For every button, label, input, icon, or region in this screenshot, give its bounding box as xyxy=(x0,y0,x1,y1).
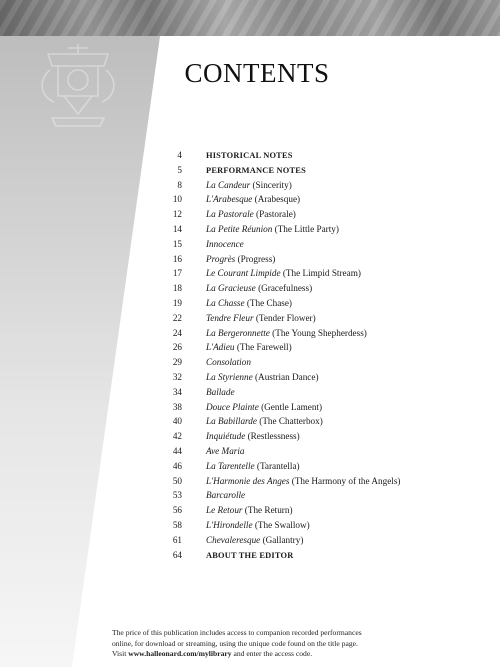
toc-entry-translation: (Gentle Lament) xyxy=(261,401,323,412)
toc-entry-translation: (Tarantella) xyxy=(256,460,300,471)
toc-entry-main: Innocence xyxy=(206,238,244,249)
toc-entry-main: La Pastorale xyxy=(206,209,254,220)
toc-row xyxy=(150,416,450,431)
toc-entry-main: Progrès xyxy=(206,253,236,264)
table-of-contents xyxy=(150,150,450,564)
toc-entry-translation: (Gallantry) xyxy=(262,534,304,545)
toc-entry-main: Le Courant Limpide xyxy=(206,268,281,279)
toc-entry-translation: (The Chatterbox) xyxy=(259,416,323,427)
toc-entry-title xyxy=(206,298,292,308)
library-link[interactable]: www.halleonard.com/mylibrary xyxy=(128,649,232,658)
toc-entry-main: Chevaleresque xyxy=(206,534,261,545)
toc-entry-main: Inquiétude xyxy=(206,431,246,442)
toc-page-number: 53 xyxy=(172,490,182,501)
toc-row xyxy=(150,150,450,165)
toc-entry-title xyxy=(206,520,310,530)
toc-page-number: 61 xyxy=(172,534,182,545)
toc-entry-main: La Tarentelle xyxy=(206,460,255,471)
toc-entry-main: La Chasse xyxy=(206,297,245,308)
toc-page-number: 40 xyxy=(172,416,182,427)
toc-entry-main: La Petite Réunion xyxy=(206,223,273,234)
toc-row xyxy=(150,180,450,195)
toc-page-number: 56 xyxy=(172,505,182,516)
toc-entry-title xyxy=(206,283,312,293)
footer-visit-text: Visit xyxy=(112,649,127,658)
footer-note xyxy=(112,628,442,660)
toc-entry-title xyxy=(206,194,300,204)
toc-page-number: 8 xyxy=(177,179,182,190)
toc-row xyxy=(150,165,450,180)
toc-page-number: 16 xyxy=(172,253,182,264)
toc-row xyxy=(150,209,450,224)
toc-entry-main: Le Retour xyxy=(206,505,243,516)
toc-entry-translation: (Sincerity) xyxy=(252,179,292,190)
footer-line-3 xyxy=(112,649,442,660)
toc-page-number: 50 xyxy=(172,475,182,486)
toc-page-number: 10 xyxy=(172,194,182,205)
footer-line-1: The price of this publication includes access to companion recorded performances xyxy=(112,628,362,637)
toc-page-number: 4 xyxy=(177,150,182,160)
toc-page-number: 22 xyxy=(172,312,182,323)
toc-entry-translation: (The Chase) xyxy=(246,297,292,308)
toc-entry-main: Barcarolle xyxy=(206,490,246,501)
toc-entry-title xyxy=(206,535,303,545)
toc-row xyxy=(150,372,450,387)
toc-entry-title xyxy=(206,357,251,367)
toc-row xyxy=(150,298,450,313)
toc-entry-title xyxy=(206,446,245,456)
toc-page-number: 14 xyxy=(172,223,182,234)
toc-row xyxy=(150,505,450,520)
toc-entry-main: L'Adieu xyxy=(206,342,235,353)
toc-entry-main: La Babillarde xyxy=(206,416,257,427)
toc-entry-title xyxy=(206,209,296,219)
toc-entry-translation: (The Little Party) xyxy=(274,223,339,234)
toc-row xyxy=(150,387,450,402)
toc-entry-translation: (The Limpid Stream) xyxy=(282,268,361,279)
toc-page-number: 18 xyxy=(172,283,182,294)
toc-entry-main: PERFORMANCE NOTES xyxy=(206,165,306,175)
toc-entry-main: ABOUT THE EDITOR xyxy=(206,550,294,560)
toc-entry-translation: (The Young Shepherdess) xyxy=(272,327,367,338)
toc-entry-title xyxy=(206,431,300,441)
toc-entry-title xyxy=(206,268,361,278)
toc-entry-title xyxy=(206,151,293,160)
toc-entry-title xyxy=(206,342,292,352)
toc-entry-title xyxy=(206,461,300,471)
footer-line-2: online, for download or streaming, using the unique code found on the title page. xyxy=(112,638,358,648)
toc-entry-translation: (Pastorale) xyxy=(256,209,296,220)
toc-entry-title xyxy=(206,180,292,190)
toc-page-number: 64 xyxy=(172,549,182,560)
toc-row xyxy=(150,550,450,565)
toc-page-number: 58 xyxy=(172,519,182,530)
toc-entry-title xyxy=(206,387,235,397)
top-decorative-band xyxy=(0,0,500,36)
toc-entry-translation: (The Return) xyxy=(244,505,293,516)
toc-page-number: 29 xyxy=(172,357,182,368)
toc-entry-main: Douce Plainte xyxy=(206,401,259,412)
toc-entry-title xyxy=(206,476,400,486)
toc-page-number: 26 xyxy=(172,342,182,353)
toc-page-number: 34 xyxy=(172,386,182,397)
toc-entry-main: Consolation xyxy=(206,357,251,368)
toc-row xyxy=(150,461,450,476)
toc-page-number: 12 xyxy=(172,209,182,220)
toc-row xyxy=(150,476,450,491)
toc-entry-translation: (Progress) xyxy=(237,253,276,264)
toc-entry-title xyxy=(206,416,323,426)
toc-entry-title xyxy=(206,372,319,382)
toc-entry-title xyxy=(206,328,367,338)
toc-entry-title xyxy=(206,239,244,249)
toc-row xyxy=(150,194,450,209)
toc-row xyxy=(150,520,450,535)
toc-entry-main: Ballade xyxy=(206,386,235,397)
toc-entry-title xyxy=(206,490,245,500)
toc-row xyxy=(150,535,450,550)
toc-page-number: 17 xyxy=(172,268,182,279)
toc-row xyxy=(150,431,450,446)
toc-entry-title xyxy=(206,166,306,175)
toc-entry-title xyxy=(206,402,322,412)
toc-entry-main: HISTORICAL NOTES xyxy=(206,151,293,160)
toc-entry-main: La Candeur xyxy=(206,179,251,190)
toc-row xyxy=(150,357,450,372)
toc-entry-title xyxy=(206,313,316,323)
toc-entry-main: Ave Maria xyxy=(206,445,245,456)
toc-page-number: 5 xyxy=(177,164,182,175)
toc-entry-title xyxy=(206,505,293,515)
toc-entry-translation: (The Harmony of the Angels) xyxy=(291,475,401,486)
footer-access-text: and enter the access code. xyxy=(233,649,313,658)
toc-entry-translation: (Restlessness) xyxy=(247,431,300,442)
toc-row xyxy=(150,283,450,298)
toc-page-number: 44 xyxy=(172,445,182,456)
toc-entry-main: La Bergeronnette xyxy=(206,327,270,338)
toc-entry-title xyxy=(206,551,293,560)
toc-entry-main: L'Arabesque xyxy=(206,194,253,205)
toc-row xyxy=(150,402,450,417)
toc-row xyxy=(150,490,450,505)
toc-page-number: 38 xyxy=(172,401,182,412)
toc-page-number: 15 xyxy=(172,238,182,249)
toc-entry-title xyxy=(206,254,275,264)
toc-entry-main: La Styrienne xyxy=(206,371,253,382)
toc-row xyxy=(150,313,450,328)
toc-entry-translation: (Gracefulness) xyxy=(258,283,313,294)
toc-page-number: 42 xyxy=(172,431,182,442)
toc-row xyxy=(150,328,450,343)
toc-row xyxy=(150,446,450,461)
toc-row xyxy=(150,239,450,254)
toc-entry-translation: (The Swallow) xyxy=(254,519,310,530)
toc-page-number: 24 xyxy=(172,327,182,338)
toc-entry-main: Tendre Fleur xyxy=(206,312,254,323)
toc-page-number: 32 xyxy=(172,371,182,382)
toc-entry-translation: (The Farewell) xyxy=(236,342,292,353)
toc-entry-translation: (Tender Flower) xyxy=(255,312,316,323)
toc-page-number: 46 xyxy=(172,460,182,471)
toc-row xyxy=(150,224,450,239)
toc-entry-translation: (Arabesque) xyxy=(254,194,301,205)
toc-entry-main: La Gracieuse xyxy=(206,283,256,294)
toc-row xyxy=(150,342,450,357)
toc-entry-main: L'Hirondelle xyxy=(206,519,253,530)
toc-row xyxy=(150,268,450,283)
toc-entry-title xyxy=(206,224,339,234)
toc-row xyxy=(150,254,450,269)
page-title: CONTENTS xyxy=(184,58,330,88)
toc-entry-translation: (Austrian Dance) xyxy=(255,371,319,382)
toc-entry-main: L'Harmonie des Anges xyxy=(206,475,290,486)
toc-page-number: 19 xyxy=(172,297,182,308)
